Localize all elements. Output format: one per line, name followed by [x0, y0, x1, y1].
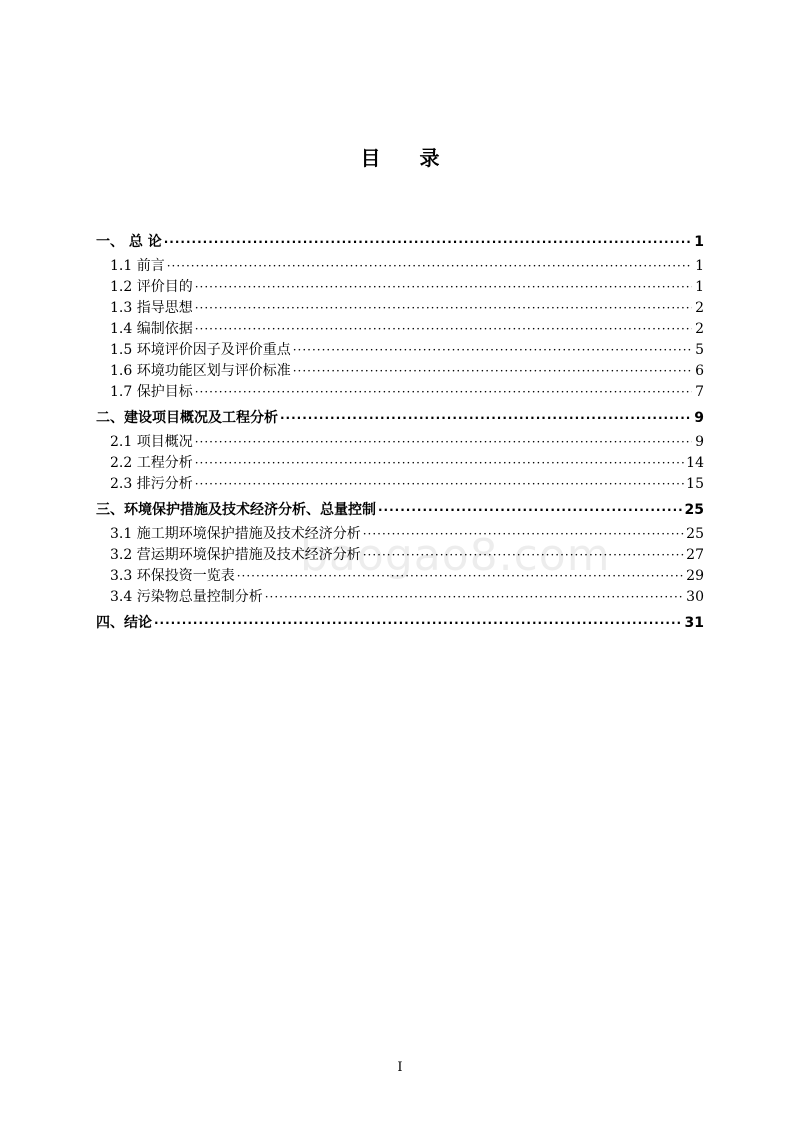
page-title: 目 录 [360, 146, 456, 170]
toc-entry-page: 9 [695, 434, 704, 450]
toc-entry-page: 31 [684, 615, 704, 631]
toc-entry-label: 一、 总 论 [96, 234, 162, 250]
toc-entry[interactable] [96, 408, 704, 429]
dot-leader [195, 277, 692, 298]
dot-leader [280, 408, 692, 429]
toc-entry-label: 1.7 保护目标 [110, 384, 193, 400]
toc-entry-page: 2 [695, 300, 704, 316]
toc-entry[interactable] [96, 298, 704, 319]
dot-leader [265, 587, 684, 608]
toc-entry-label: 三、环境保护措施及技术经济分析、总量控制 [96, 502, 376, 518]
toc-entry[interactable] [96, 432, 704, 453]
toc-entry[interactable] [96, 319, 704, 340]
toc-entry-label: 1.5 环境评价因子及评价重点 [110, 342, 291, 358]
page-number: I [397, 1060, 403, 1075]
toc-entry-page: 15 [686, 476, 704, 492]
toc-entry-page: 9 [694, 410, 704, 426]
toc-entry[interactable] [96, 453, 704, 474]
dot-leader [195, 453, 684, 474]
dot-leader [195, 382, 692, 403]
toc-entry-page: 6 [695, 363, 704, 379]
dot-leader [167, 256, 692, 277]
toc-entry-label: 3.1 施工期环境保护措施及技术经济分析 [110, 526, 361, 542]
toc-entry-page: 25 [686, 526, 704, 542]
dot-leader [164, 232, 692, 253]
toc-entry-page: 30 [686, 589, 704, 605]
toc-entry-label: 3.4 污染物总量控制分析 [110, 589, 263, 605]
toc-entry[interactable] [96, 340, 704, 361]
watermark: baogao8.com [300, 530, 611, 581]
toc-entry-page: 25 [684, 502, 704, 518]
toc-entry[interactable] [96, 361, 704, 382]
toc-entry[interactable] [96, 613, 704, 634]
toc-entry-page: 27 [686, 547, 704, 563]
dot-leader [293, 340, 692, 361]
toc-entry-label: 2.1 项目概况 [110, 434, 193, 450]
dot-leader [195, 474, 684, 495]
dot-leader [195, 432, 692, 453]
toc-entry-label: 2.2 工程分析 [110, 455, 193, 471]
toc-entry-label: 1.2 评价目的 [110, 279, 193, 295]
toc-entry-label: 1.1 前言 [110, 258, 165, 274]
toc-entry-label: 1.3 指导思想 [110, 300, 193, 316]
toc-entry[interactable] [96, 500, 704, 521]
toc-entry-label: 3.3 环保投资一览表 [110, 568, 235, 584]
toc-entry-label: 1.4 编制依据 [110, 321, 193, 337]
toc-entry[interactable] [96, 277, 704, 298]
toc-entry[interactable] [96, 587, 704, 608]
toc-entry-page: 7 [695, 384, 704, 400]
dot-leader [293, 361, 692, 382]
dot-leader [154, 613, 683, 634]
toc-entry-label: 2.3 排污分析 [110, 476, 193, 492]
toc-entry-label: 二、建设项目概况及工程分析 [96, 410, 278, 426]
toc-entry[interactable] [96, 382, 704, 403]
toc-entry-label: 四、结论 [96, 615, 152, 631]
toc-entry-page: 1 [694, 234, 704, 250]
dot-leader [195, 319, 692, 340]
toc-entry-label: 3.2 营运期环境保护措施及技术经济分析 [110, 547, 361, 563]
toc-entry-page: 14 [686, 455, 704, 471]
toc-entry-page: 5 [695, 342, 704, 358]
toc-entry-page: 1 [695, 279, 704, 295]
toc-entry-page: 1 [695, 258, 704, 274]
toc-entry-page: 29 [686, 568, 704, 584]
toc-entry-label: 1.6 环境功能区划与评价标准 [110, 363, 291, 379]
dot-leader [195, 298, 692, 319]
dot-leader [378, 500, 683, 521]
toc-entry[interactable] [96, 256, 704, 277]
toc-entry[interactable] [96, 232, 704, 253]
toc-entry[interactable] [96, 474, 704, 495]
toc-entry-page: 2 [695, 321, 704, 337]
